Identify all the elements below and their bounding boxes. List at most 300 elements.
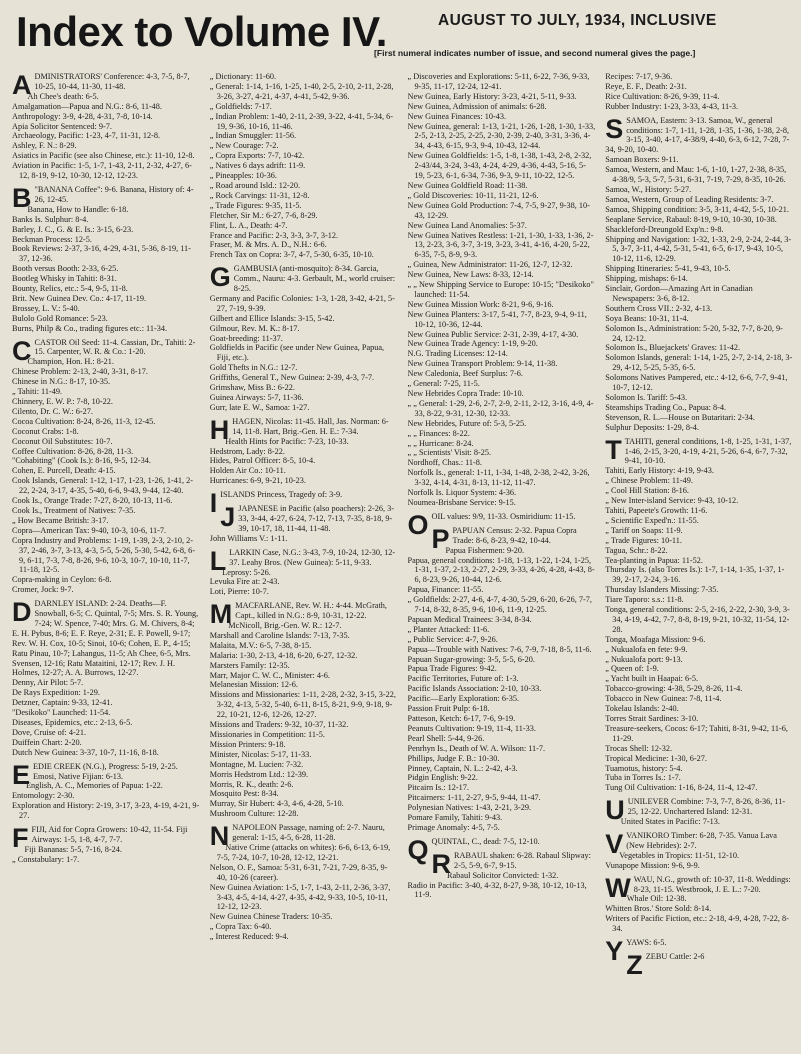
section-drop-letter: J <box>220 502 236 533</box>
index-entry-text: Mission Printers: 9-18. <box>209 739 286 749</box>
index-entry <box>408 744 596 754</box>
index-entry <box>210 363 398 373</box>
index-entry-text: Ah Chee's death: 6-5. <box>27 91 99 101</box>
index-entry-text: OIL values: 9/9, 11-33. Osmiridium: 11-15. <box>431 511 576 521</box>
index-entry-text: „ Copra Tax: 6-40. <box>209 922 272 932</box>
index-entry <box>12 235 200 245</box>
index-entry <box>605 714 793 724</box>
index-entry <box>210 641 398 651</box>
index-entry-text: Asiatics in Pacific (see also Chinese, etc.): 11-10, 12-8. <box>12 151 195 161</box>
index-entry <box>210 201 398 211</box>
index-entry-text: Pacific Islands Association: 2-10, 10-33. <box>407 684 542 694</box>
index-entry-text: Pacific Territories, Future of: 1-3. <box>407 674 519 684</box>
index-entry <box>605 165 793 185</box>
index-entry <box>12 294 200 304</box>
index-entry <box>210 750 398 760</box>
index-entry <box>605 195 793 205</box>
index-entry-text: „ Goldfields: 2-27, 4-6, 4-7, 4-30, 5-29, 6-20, 6-26, 7-7, 7-14, 8-32, 8-35, 9-6, 10-6, 11-9, 12-25. <box>407 595 592 615</box>
index-entry-text: „ Discoveries and Explorations: 5-11, 6-22, 7-36, 9-33, 9-35, 11-17, 12-24, 12-41. <box>407 72 590 91</box>
index-entry <box>408 674 596 684</box>
index-entry <box>408 635 596 645</box>
index-entry-text: Barley, J. C., G. & E. Is.: 3-15, 6-23. <box>12 224 134 234</box>
index-entry <box>605 773 793 783</box>
index-entry-text: Whale Oil: 12-38. <box>626 894 687 904</box>
index-entry <box>408 201 596 221</box>
index-entry-text: „ New Inter-island Service: 9-43, 10-12. <box>605 496 739 506</box>
index-entry <box>605 635 793 645</box>
index-entry-text: Denny, Air Pilot: 5-7. <box>12 678 84 688</box>
index-entry-text: Cocoa Cultivation: 8-24, 8-26, 11-3, 12-45. <box>12 416 156 426</box>
index-entry-text: Coffee Cultivation: 8-26, 8-28, 11-3. <box>12 446 134 456</box>
index-entry <box>408 92 596 102</box>
index-entry-text: „ General: 1-14, 1-16, 1-25, 1-40, 2-5, 2-10, 2-11, 2-28, 3-26, 3-27, 4-21, 4-37, 4-41, 5-42, 9-36. <box>209 81 394 101</box>
index-entry-text: Solomon Islands, general: 1-14, 1-25, 2-7, 2-14, 2-18, 3-29, 4-12, 5-25, 5-35, 6-5. <box>605 353 793 373</box>
index-entry-text: Vegetables in Tropics: 11-51, 12-10. <box>619 850 740 860</box>
index-entry <box>210 730 398 740</box>
index-entry <box>12 122 200 132</box>
index-entry-text: Rubber Industry: 1-23, 3-33, 4-43, 11-3. <box>605 101 739 111</box>
index-entry <box>408 615 596 625</box>
index-entry <box>210 476 398 486</box>
index-entry-text: Guinea Airways: 5-7, 11-36. <box>209 393 304 402</box>
index-entry <box>408 714 596 724</box>
index-entry <box>605 466 793 476</box>
index-entry <box>408 783 596 793</box>
index-entry <box>210 264 398 294</box>
index-entry-text: Melanesian Mission: 12-6. <box>209 680 298 690</box>
index-entry-text: „ „ Finances: 8-22. <box>407 428 470 438</box>
index-entry-text: Cook Islands, General: 1-12, 1-17, 1-23, 1-26, 1-41, 2-22, 2-24, 3-17, 4-35, 5-40, 6-6, 9-43, 9-44, 12-40. <box>12 476 194 496</box>
index-entry <box>210 82 398 102</box>
index-entry-text: Champion, Hon. H.: 8-21. <box>27 357 114 367</box>
index-entry-text: Booth versus Booth: 2-33, 6-25. <box>12 264 119 274</box>
index-entry <box>210 456 398 466</box>
index-entry-text: Solomon Is. Tariff: 5-43. <box>605 393 688 402</box>
index-entry-text: Seaplane Service, Rabaul: 8-19, 9-10, 10-30, 10-38. <box>605 214 777 224</box>
index-entry <box>210 393 398 403</box>
index-entry-text: Stevenson, R. L.—House on Butaritari: 2-34. <box>605 412 755 422</box>
section-drop-letter: B <box>12 182 32 213</box>
index-entry <box>210 843 398 863</box>
index-entry <box>605 684 793 694</box>
index-entry <box>605 664 793 674</box>
index-entry-text: Duiffein Chart: 2-20. <box>12 737 82 747</box>
index-entry <box>605 72 793 82</box>
index-entry <box>605 413 793 423</box>
index-entry <box>12 678 200 688</box>
index-entry-text: Passion Fruit Pulp: 6-18. <box>407 704 490 714</box>
index-entry-text: Solomons Natives Pampered, etc.: 4-12, 6-6, 7-7, 9-41, 10-7, 12-12. <box>605 373 788 393</box>
index-entry-text: Rice Cultivation: 8-26, 9-39, 11-4. <box>605 91 720 101</box>
index-entry-text: English, A. C., Memories of Papua: 1-22. <box>26 781 163 791</box>
index-entry-text: „ Trade Figures: 10-11. <box>605 535 682 545</box>
index-entry <box>605 546 793 556</box>
index-entry-text: Cook Is., Orange Trade: 7-27, 8-20, 10-13, 11-6. <box>12 496 173 506</box>
index-entry-text: New Guinea, New Laws: 8-33, 12-14. <box>407 270 534 280</box>
index-entry-text: „ Yacht built in Haapai: 6-5. <box>605 674 699 684</box>
index-entry <box>210 324 398 334</box>
index-entry <box>210 373 398 383</box>
index-entry-text: Tahiti, Early History: 4-19, 9-43. <box>605 466 714 476</box>
index-entry <box>210 922 398 932</box>
index-entry-text: Burns, Philp & Co., trading figures etc.: 11-34. <box>12 323 168 333</box>
index-entry <box>210 447 398 457</box>
index-entry-text: Morris, R. K., death: 2-6. <box>209 779 294 789</box>
index-entry <box>12 205 200 215</box>
index-entry <box>408 595 596 615</box>
index-entry-text: Tokelau Islands: 2-40. <box>605 704 679 714</box>
index-entry <box>210 671 398 681</box>
index-entry <box>210 181 398 191</box>
index-entry-text: Morris Hedstrom Ltd.: 12-39. <box>209 769 309 779</box>
index-entry <box>605 82 793 92</box>
index-entry-text: „ Nukualofa port: 9-13. <box>605 654 683 664</box>
index-entry-text: „ General: 7-25, 11-5. <box>407 379 480 389</box>
index-entry <box>605 353 793 373</box>
index-entry-text: Pacific—Early Exploration: 6-35. <box>407 694 520 704</box>
index-entry-text: Missions and Traders: 9-32, 10-37, 11-32. <box>209 720 349 730</box>
index-entry <box>605 92 793 102</box>
index-entry <box>210 112 398 132</box>
index-entry <box>605 403 793 413</box>
index-entry-text: Tonga, general conditions: 2-5, 2-16, 2-22, 2-30, 3-9, 3-34, 4-19, 4-42, 7-7, 8-8, 8-19, 9-21, 10-32, 11-54, 12-28. <box>605 605 790 634</box>
index-entry-text: „ Tahiti: 11-49. <box>12 387 63 397</box>
index-entry <box>605 724 793 744</box>
index-entry <box>605 486 793 496</box>
index-entry <box>605 851 793 861</box>
index-entry-text: Torres Strait Sardines: 3-10. <box>605 714 699 723</box>
index-entry <box>605 694 793 704</box>
index-entry-text: New Guinea Chinese Traders: 10-35. <box>209 912 333 922</box>
index-entry <box>12 456 200 466</box>
index-entry <box>12 92 200 102</box>
index-entry <box>408 684 596 694</box>
index-entry-text: John Williams V.: 1-11. <box>209 533 288 543</box>
index-entry-text: „ Interest Reduced: 9-4. <box>209 932 289 942</box>
index-entry <box>605 914 793 934</box>
index-entry-text: Malaita, M.V.: 6-5, 7-38, 8-15. <box>209 640 312 650</box>
index-entry-text: „ Copra Exports: 7-7, 10-42. <box>209 151 305 161</box>
section-drop-letter: T <box>605 434 622 465</box>
index-entry-text: Bootleg Whisky in Tahiti: 8-31. <box>12 274 117 284</box>
index-entry-text: Whitten Bros.' Store Sold: 8-14. <box>605 904 712 914</box>
index-entry-text: Southern Cross VII.: 2-32, 4-13. <box>605 303 713 313</box>
index-entry-text: New Guinea Aviation: 1-5, 1-7, 1-43, 2-11, 2-36, 3-37, 3-43, 4-5, 4-14, 4-27, 4-35, 4-42, 9-33, 10-5, 10-11, 12-12, 12-23. <box>209 882 391 912</box>
index-entry-text: Ashley, F. N.: 8-29. <box>12 141 77 151</box>
index-entry <box>605 516 793 526</box>
index-entry <box>210 102 398 112</box>
index-entry-text: TAHITI, general conditions, 1-8, 1-25, 1-31, 1-37, 1-46, 2-15, 3-20, 4-19, 4-21, 5-26, 6-4, 6-7, 7-32, 9-41, 10-10. <box>624 436 792 466</box>
section-drop-letter: A <box>12 72 32 100</box>
index-entry-text: ZEBU Cattle: 2-6 <box>645 951 705 961</box>
index-entry <box>408 439 596 449</box>
index-entry-text: Tobacco-growing: 4-38, 5-29, 8-26, 11-4. <box>605 684 743 694</box>
index-entry <box>408 655 596 665</box>
index-entry <box>408 122 596 152</box>
index-entry <box>12 506 200 516</box>
page-header <box>12 6 791 74</box>
index-entry <box>12 855 200 865</box>
index-entry-text: „ Queen of: 1-9. <box>605 664 659 674</box>
index-entry-text: „ Constabulary: 1-7. <box>12 854 80 864</box>
section-drop-letter: H <box>209 414 230 445</box>
index-entry-text: „ Gold Discoveries: 10-11, 11-21, 12-6. <box>407 190 539 200</box>
index-entry <box>408 704 596 714</box>
index-entry-text: N.G. Trading Licenses: 12-14. <box>407 349 508 359</box>
index-entry-text: Samoa, Western, Group of Leading Residents: 3-7. <box>605 194 774 204</box>
section-drop-letter: Q <box>407 834 429 865</box>
index-entry <box>408 270 596 280</box>
index-entry <box>408 793 596 803</box>
index-entry <box>605 476 793 486</box>
index-entry-text: Minister, Nicolas: 5-17, 11-33. <box>209 749 312 759</box>
index-entry-text: Solomon Is., Administration: 5-20, 5-32, 7-7, 8-20, 9-24, 12-12. <box>605 323 783 343</box>
index-entry <box>210 131 398 141</box>
section-drop-letter: Z <box>626 949 643 980</box>
index-entry-text: New Guinea Natives Restless: 1-21, 1-30, 1-33, 1-36, 2-13, 2-23, 3-6, 3-7, 3-19, 3-23, 3-41, 4-16, 4-20, 5-22, 6-35, 7-5, 8-9, 9-3. <box>407 230 594 260</box>
index-entry-text: "BANANA Coffee": 9-6. Banana, History of: 4-26, 12-45. <box>34 184 194 204</box>
index-entry <box>408 803 596 813</box>
index-entry-text: „ New Courage: 7-2. <box>209 141 279 151</box>
index-entry-text: Missionaries in Competition: 11-5. <box>209 730 325 739</box>
index-entry-text: Papua Trade Figures: 9-42. <box>407 664 497 674</box>
index-entry-text: Pinney, Captain, N. L.: 2-42, 4-3. <box>407 763 518 773</box>
index-entry-text: Cohen, E. Purcell, Death: 4-15. <box>12 466 116 476</box>
index-entry <box>12 324 200 334</box>
index-entry <box>408 349 596 359</box>
index-entry <box>605 324 793 344</box>
index-entry <box>210 651 398 661</box>
index-entry-text: Copra Industry and Problems: 1-19, 1-39, 2-3, 2-10, 2-37, 2-46, 3-7, 3-13, 4-3, 5-5, 5-26, 5-30, 5-42, 6-8, 6-9, 6-11, 7-3, 7-8, 8-26, 9-6, 10-3, 10-7, 10-10, 11-7, 11-18, 12-5. <box>12 535 195 575</box>
index-entry <box>12 387 200 397</box>
index-entry-text: Samoa, W., History: 5-27. <box>605 184 692 194</box>
page-title: Index to Volume IV. <box>16 8 387 55</box>
index-entry <box>210 577 398 587</box>
index-entry <box>210 403 398 413</box>
index-entry-text: „ „ Hurricane: 8-24. <box>407 438 474 448</box>
index-entry <box>12 215 200 225</box>
index-entry <box>210 680 398 690</box>
index-entry <box>210 690 398 720</box>
index-entry <box>408 664 596 674</box>
index-entry <box>12 516 200 526</box>
index-entry <box>12 367 200 377</box>
index-entry <box>408 419 596 429</box>
index-entry <box>605 605 793 635</box>
index-entry-text: HAGEN, Nicolas: 11-45. Hall, Jas. Norman: 6-14, 11-8. Hart, Brig.-Gen. H. E.: 7-34. <box>232 416 389 436</box>
index-entry-text: Soya Beans: 10-31, 11-4. <box>605 313 689 323</box>
index-entry <box>408 181 596 191</box>
index-entry-text: „ How Became British: 3-17. <box>12 515 109 525</box>
index-entry-text: New Guinea Gold Production: 7-4, 7-5, 9-27, 9-38, 10-43, 12-29. <box>407 200 590 220</box>
index-entry <box>408 191 596 201</box>
index-entry <box>12 112 200 122</box>
index-entry-text: JAPANESE in Pacific (also poachers): 2-26, 3-33, 3-44, 4-27, 6-24, 7-12, 7-13, 7-35, 8-18, 9-39, 10-17, 18, 11-44, 11-48. <box>238 504 395 533</box>
index-entry-text: New Guinea Planters: 3-17, 5-41, 7-7, 8-23, 9-4, 9-11, 10-12, 10-36, 12-44. <box>407 309 587 329</box>
index-entry <box>12 244 200 264</box>
index-entry <box>408 112 596 122</box>
index-entry-text: Papua, Finance: 11-55. <box>407 585 484 595</box>
index-entry-text: Holden Air Co.: 10-11. <box>209 466 286 476</box>
index-entry <box>408 585 596 595</box>
index-columns <box>12 72 793 1050</box>
index-entry-text: ISLANDS Princess, Tragedy of: 3-9. <box>220 490 343 500</box>
index-entry-text: New Guinea Public Service: 2-31, 2-39, 4-17, 4-30. <box>407 329 579 339</box>
index-entry-text: SAMOA, Eastern: 3-13. Samoa, W., general conditions: 1-7, 1-11, 1-28, 1-35, 1-36, 1-38, 2-8, 3-15, 3-40, 4-17, 4-38/9, 4-40, 6-3, 6-12, 7-28, 7-34, 9-20, 10-40. <box>605 115 790 155</box>
index-entry <box>12 781 200 791</box>
numeral-note: [First numeral indicates number of issue, and second numeral gives the page.] <box>374 48 696 58</box>
index-entry-text: United States in Pacific: 7-13. <box>620 817 720 827</box>
index-entry-text: „ „ General: 1-29, 2-6, 2-7, 2-9, 2-11, 2-12, 3-16, 4-9, 4-33, 8-22, 9-31, 12-30, 12-33. <box>407 398 594 418</box>
section-drop-letter: Y <box>605 936 624 967</box>
index-entry-text: Anthropology: 3-9, 4-28, 4-31, 7-8, 10-14. <box>12 111 153 121</box>
section-drop-letter: S <box>605 113 624 144</box>
index-entry-text: VANIKORO Timber: 6-28, 7-35. Vanua Lava (New Hebrides): 2-7. <box>626 830 777 850</box>
index-entry <box>12 161 200 181</box>
index-entry <box>210 568 398 578</box>
index-entry-text: „ Dictionary: 11-60. <box>209 72 277 81</box>
index-entry-text: „ Natives 6 days adrift: 11-9. <box>209 161 306 171</box>
index-entry-text: New Guinea Mission Work: 8-21, 9-6, 9-16. <box>407 299 554 309</box>
index-entry-text: Fiji Bananas: 5-5, 7-16, 8-24. <box>24 844 122 854</box>
index-entry-text: Levuka Fire at: 2-43. <box>209 577 280 587</box>
index-entry-text: Exploration and History: 2-19, 3-17, 3-23, 4-19, 4-21, 9-27. <box>12 801 200 821</box>
index-entry <box>210 231 398 241</box>
index-entry <box>12 417 200 427</box>
index-entry-text: Chinese in N.G.: 8-17, 10-35. <box>12 377 111 387</box>
index-entry-text: Sinclair, Gordon—Amazing Art in Canadian Newspapers: 3-6, 8-12. <box>605 284 753 303</box>
index-entry-text: Grimshaw, Miss B.: 6-22. <box>209 383 295 393</box>
index-entry-text: Bounty, Relics, etc.: 5-4, 9-5, 11-8. <box>12 284 128 294</box>
index-entry <box>12 284 200 294</box>
index-entry-text: Tobacco in New Guinea: 7-8, 11-4. <box>605 694 722 704</box>
index-entry <box>210 789 398 799</box>
index-entry-text: Tung Oil Cultivation: 1-16, 8-24, 11-4, 12-47. <box>605 783 758 793</box>
index-entry-text: LARKIN Case, N.G.: 3-43, 7-9, 10-24, 12-30, 12-37. Leahy Bros. (New Guinea): 5-11, 9-33. <box>229 547 396 567</box>
index-entry <box>210 863 398 883</box>
index-entry <box>408 72 596 92</box>
index-entry-text: Beckman Process: 12-5. <box>12 234 92 244</box>
index-entry <box>408 339 596 349</box>
index-entry-text: „ Indian Problem: 1-40, 2-11, 2-39, 3-22, 4-41, 5-34, 6-19, 9-36, 10-16, 11-46. <box>209 111 393 131</box>
index-entry <box>408 754 596 764</box>
date-range: AUGUST TO JULY, 1934, INCLUSIVE <box>438 12 717 29</box>
index-entry-text: Trocas Shell: 12-32. <box>605 743 673 753</box>
index-entry <box>605 373 793 393</box>
index-entry-text: Amalgamation—Papua and N.G.: 8-6, 11-48. <box>12 101 162 111</box>
index-entry <box>12 314 200 324</box>
index-entry-text: Gilmour, Rev. M. K.: 8-17. <box>209 323 300 333</box>
index-entry <box>408 379 596 389</box>
index-entry-text: NAPOLEON Passage, naming of: 2-7. Nauru, general: 1-15, 4-5, 6-28, 11-28. <box>232 823 385 843</box>
index-entry <box>605 744 793 754</box>
index-entry-text: Montagne, M. Lucien: 7-32. <box>209 759 304 769</box>
index-entry <box>408 813 596 823</box>
index-entry-text: Treasure-seekers, Cocos: 6-17; Tahiti, 8-31, 9-42, 11-6, 11-29. <box>605 723 788 743</box>
index-entry <box>210 383 398 393</box>
index-entry-text: Samoan Boxers: 9-11. <box>605 155 679 165</box>
index-entry-text: Nordhoff, Chas.: 11-8. <box>407 458 482 468</box>
index-entry <box>210 211 398 221</box>
index-entry <box>12 274 200 284</box>
index-entry <box>408 151 596 181</box>
index-entry <box>605 783 793 793</box>
index-entry-text: Malaria: 1-30, 2-13, 4-18, 6-20, 6-27, 12-32. <box>209 650 358 660</box>
index-entry-text: Health Hints for Pacific: 7-23, 10-33. <box>225 436 349 446</box>
index-entry <box>210 221 398 231</box>
index-entry-text: Pitcairn Is.: 12-17. <box>407 783 469 793</box>
index-entry-text: Cromer, Jock: 9-7. <box>12 585 74 595</box>
index-entry <box>605 861 793 871</box>
index-entry-text: New Guinea Finances: 10-43. <box>407 111 507 121</box>
index-entry <box>605 423 793 433</box>
index-entry-text: Mushroom Culture: 12-28. <box>209 809 299 819</box>
index-entry <box>12 357 200 367</box>
index-entry-text: Chinese Problem: 2-13, 2-40, 3-31, 8-17. <box>12 367 148 377</box>
index-entry <box>605 314 793 324</box>
index-entry <box>12 225 200 235</box>
index-entry-text: PAPUAN Census: 2-32. Papua Copra Trade: 8-6, 8-23, 9-42, 10-44. <box>452 525 577 545</box>
index-entry <box>12 791 200 801</box>
index-entry <box>210 334 398 344</box>
index-entry <box>408 359 596 369</box>
index-entry-text: Murray, Sir Hubert: 4-3, 4-6, 4-28, 5-10. <box>209 799 344 809</box>
section-drop-letter: P <box>431 523 450 554</box>
index-entry <box>12 377 200 387</box>
index-entry <box>605 655 793 665</box>
index-entry-text: Gold Thefts in N.G.: 12-7. <box>209 363 298 373</box>
index-entry <box>605 904 793 914</box>
index-entry-text: „ Tariff on Soaps: 11-9. <box>605 525 683 535</box>
index-entry-text: Tagua, Schr.: 8-22. <box>605 545 668 555</box>
index-entry <box>12 397 200 407</box>
index-entry <box>12 141 200 151</box>
index-entry <box>605 674 793 684</box>
index-entry-text: Cilento, Dr. C. W.: 6-27. <box>12 406 93 416</box>
index-entry-text: „ Planter Attacked: 11-6. <box>407 624 490 634</box>
index-entry-text: „ Cool Hill Station: 8-16. <box>605 486 689 496</box>
index-entry <box>408 280 596 300</box>
index-entry <box>210 171 398 181</box>
index-entry <box>408 625 596 635</box>
index-entry-text: De Rays Expedition: 1-29. <box>12 688 100 698</box>
index-column-1 <box>12 72 200 1050</box>
index-entry-text: "Cohabiting" (Cook Is.): 8-16, 9-5, 12-34. <box>12 456 151 466</box>
index-entry <box>605 185 793 195</box>
index-entry <box>12 688 200 698</box>
index-entry <box>210 799 398 809</box>
index-entry <box>12 708 200 718</box>
index-entry-text: Shipping, mishaps: 6-14. <box>605 274 688 284</box>
index-entry <box>408 488 596 498</box>
index-entry <box>210 343 398 363</box>
index-entry <box>12 407 200 417</box>
index-entry-text: Recipes: 7-17, 9-36. <box>605 72 673 81</box>
index-entry <box>408 102 596 112</box>
index-column-2 <box>210 72 398 1050</box>
index-entry-text: Gurr, late E. W., Samoa: 1-27. <box>209 402 310 412</box>
index-entry-text: DARNLEY ISLAND: 2-24. Deaths—F. Snowball, 6-5; C. Quintal, 7-5; Mrs. S. R. Young, 7-24; W. Spence, 7-40; Mrs. G. M. Chivers, 8-4; E. H. Pybus, 8-6; E. F. Reye, 2-31; E. F. Powell, 9-17; Rev. W. H. Cox, 10-5; Sinoi, 10-6; Cohen, E. P., 4-15; Ratu Pinau, 10-7; Lahangus, 11-5; Ah Chee, 6-5, Mrs. Svensen, 12-16; Ratu Mataitini, 12-17; Rev. J. H. Holmes, 12-27; A. A. Burrows, 12-27. <box>12 599 199 678</box>
index-entry-text: RABAUL shaken: 6-28. Rabaul Slipway: 2-5, 5-9, 6-7, 9-15. <box>454 850 591 870</box>
index-entry-text: Marsters Family: 12-35. <box>209 660 290 670</box>
index-entry <box>12 698 200 708</box>
index-entry-text: Steamships Trading Co., Papua: 8-4. <box>605 402 727 412</box>
index-entry-text: Patteson, Ketch: 6-17, 7-6, 9-19. <box>407 714 516 723</box>
index-entry-text: DMINISTRATORS' Conference: 4-3, 7-5, 8-7, 10-25, 10-44, 11-30, 11-48. <box>34 72 190 91</box>
index-entry <box>210 294 398 314</box>
index-entry-text: Vunapope Mission: 9-6, 9-9. <box>605 860 700 870</box>
index-entry-text: Apia Solicitor Sentenced: 9-7. <box>12 121 112 131</box>
